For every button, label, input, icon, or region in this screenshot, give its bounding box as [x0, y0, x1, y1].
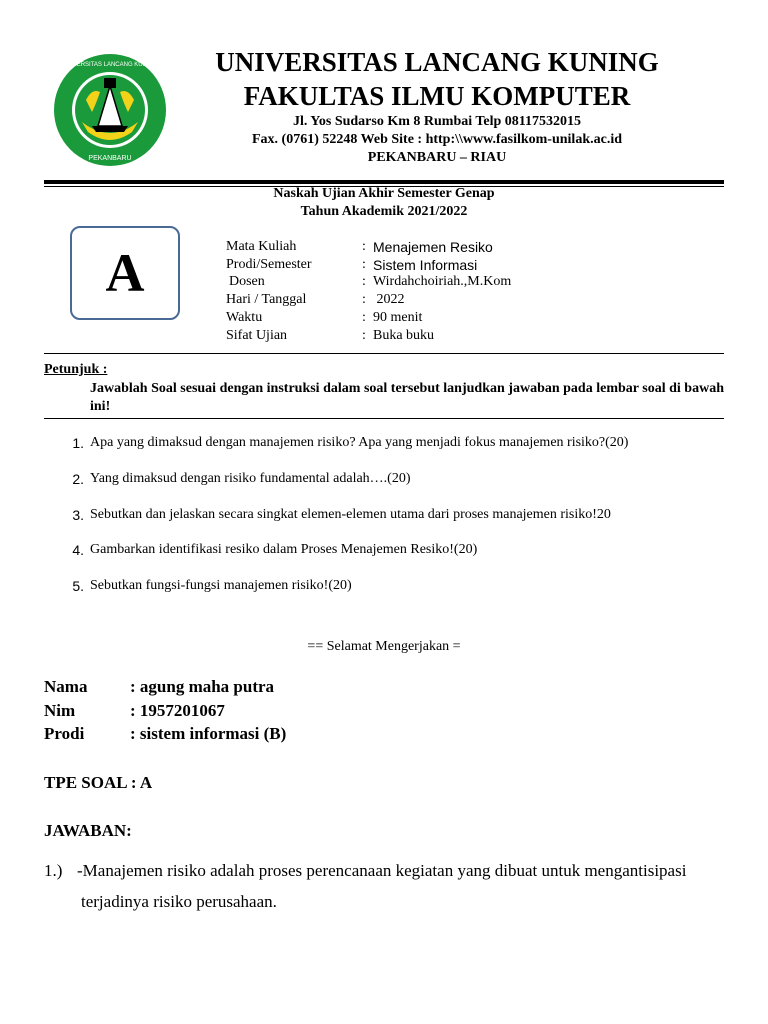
student-program-value: : sistem informasi (B) [130, 724, 287, 743]
question-number: 1. [72, 435, 84, 451]
info-value-course: Menajemen Resiko [373, 239, 493, 255]
section-rule [44, 353, 724, 354]
instructions-label: Petunjuk : [44, 362, 108, 377]
logo-ring-text-bottom: PEKANBARU [88, 155, 132, 162]
info-value-program: Sistem Informasi [373, 257, 478, 273]
info-value-duration: 90 menit [373, 310, 423, 325]
section-rule [44, 418, 724, 419]
exam-type-box [70, 226, 180, 320]
answer-text-line2: terjadinya risiko perusahaan. [81, 892, 277, 911]
closing-text: == Selamat Mengerjakan = [307, 639, 461, 654]
exam-title: Naskah Ujian Akhir Semester Genap [273, 186, 495, 201]
question-text: Sebutkan dan jelaskan secara singkat elemen-elemen utama dari proses manajemen risiko!20 [90, 507, 611, 522]
question-text: Sebutkan fungsi-fungsi manajemen risiko!(20) [90, 578, 352, 593]
info-colon: : [362, 239, 366, 254]
info-value-lecturer: Wirdahchoiriah.,M.Kom [373, 274, 512, 289]
exam-year: Tahun Akademik 2021/2022 [300, 204, 468, 219]
student-name-value: : agung maha putra [130, 677, 275, 696]
question-number: 5. [72, 578, 84, 594]
info-colon: : [362, 257, 366, 272]
soal-type: TPE SOAL : A [44, 773, 153, 792]
info-colon: : [362, 310, 366, 325]
answer-number: 1.) [44, 861, 63, 880]
faculty-name: FAKULTAS ILMU KOMPUTER [243, 81, 631, 111]
city-line: PEKANBARU – RIAU [367, 150, 507, 165]
answers-heading: JAWABAN: [44, 821, 132, 840]
info-label-course: Mata Kuliah [226, 239, 297, 254]
contact-line: Fax. (0761) 52248 Web Site : http:\\www.fasilkom-unilak.ac.id [252, 132, 622, 147]
question-number: 2. [72, 471, 84, 487]
university-name: UNIVERSITAS LANCANG KUNING [215, 47, 659, 77]
logo-ring-text-top: UNIVERSITAS LANCANG KUNING [62, 62, 158, 68]
info-colon: : [362, 274, 366, 289]
instructions-text: Jawablah Soal sesuai dengan instruksi dalam soal tersebut lanjudkan jawaban pada lembar soal di bawah ini! [90, 381, 724, 414]
info-value-date: 2022 [373, 292, 405, 307]
address-line: Jl. Yos Sudarso Km 8 Rumbai Telp 08117532015 [292, 114, 582, 129]
info-colon: : [362, 328, 366, 343]
university-logo [52, 52, 168, 168]
header-rule-thick [44, 180, 724, 184]
info-label-lecturer: Dosen [229, 274, 265, 289]
info-label-duration: Waktu [226, 310, 263, 325]
student-nim-label: Nim [44, 701, 76, 720]
question-number: 4. [72, 542, 84, 558]
info-label-date: Hari / Tanggal [226, 292, 307, 307]
info-value-exam-nature: Buka buku [373, 328, 435, 343]
info-label-exam-nature: Sifat Ujian [226, 328, 288, 343]
question-number: 3. [72, 507, 84, 523]
student-program-label: Prodi [44, 724, 85, 743]
info-colon: : [362, 292, 366, 307]
question-text: Apa yang dimaksud dengan manajemen risiko? Apa yang menjadi fokus manajemen risiko?(20) [90, 435, 629, 450]
answer-text-line1: -Manajemen risiko adalah proses perencanaan kegiatan yang dibuat untuk mengantisipasi [77, 861, 687, 880]
exam-type-letter: A [105, 243, 145, 303]
student-name-label: Nama [44, 677, 88, 696]
student-nim-value: : 1957201067 [130, 701, 225, 720]
info-label-program: Prodi/Semester [226, 257, 312, 272]
question-text: Yang dimaksud dengan risiko fundamental adalah….(20) [90, 471, 411, 486]
question-text: Gambarkan identifikasi resiko dalam Proses Menajemen Resiko!(20) [90, 542, 478, 557]
